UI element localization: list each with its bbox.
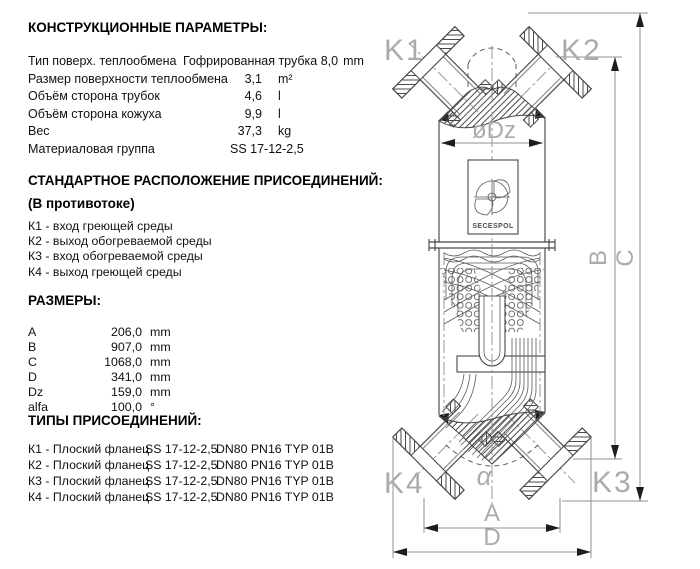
dimension-label: B — [28, 340, 37, 354]
section-dimensions — [28, 293, 171, 415]
param-label: Размер поверхности теплообмена — [28, 71, 228, 86]
dimension-label: Dz — [28, 385, 44, 399]
dimension-unit: ° — [150, 400, 155, 414]
connection-port: К3 - Плоский фланец — [28, 474, 150, 488]
connection-port: К1 - Плоский фланец — [28, 442, 150, 456]
param-row — [28, 141, 364, 159]
dimension-value: 907,0 — [110, 340, 142, 354]
c-label: C — [612, 249, 639, 267]
param-label: Вес — [28, 124, 50, 138]
dimension-row — [28, 370, 171, 385]
connection-material: SS 17-12-2,5 — [145, 458, 218, 472]
dz-label: øDz — [472, 117, 516, 144]
dimension-row — [28, 325, 171, 340]
dimension-value: 159,0 — [110, 385, 142, 399]
connection-size: DN80 PN16 TYP 01B — [216, 490, 334, 504]
connection-size: DN80 PN16 TYP 01B — [216, 458, 334, 472]
connection-size: DN80 PN16 TYP 01B — [216, 442, 334, 456]
param-value: Гофрированная трубка 8,0 — [183, 54, 339, 68]
connection-row — [28, 441, 334, 457]
connection-row — [28, 473, 334, 489]
k3-label: K3 — [592, 466, 633, 499]
param-label: Материаловая группа — [28, 141, 155, 156]
arrangement-item: К1 - вход греющей среды — [28, 219, 173, 233]
d-label: D — [483, 524, 501, 551]
param-row — [28, 106, 364, 124]
param-value: 4,6 — [244, 89, 262, 103]
dimension-row — [28, 385, 171, 400]
arrangement-item: К3 - вход обогреваемой среды — [28, 249, 203, 264]
param-row — [28, 123, 364, 141]
dimension-unit: mm — [150, 355, 171, 369]
dimension-unit: mm — [150, 340, 171, 354]
alpha-label: α — [476, 461, 492, 491]
param-unit: kg — [278, 124, 292, 138]
param-row — [28, 71, 364, 89]
dimension-unit: mm — [150, 370, 171, 384]
dimension-row — [28, 355, 171, 370]
section-subtitle: (В противотоке) — [28, 196, 135, 211]
k4-label: K4 — [384, 467, 425, 500]
section-title: РАЗМЕРЫ: — [28, 293, 101, 308]
dimension-unit: mm — [150, 325, 171, 339]
param-row — [28, 88, 364, 106]
dimension-label: D — [28, 370, 37, 384]
param-unit: l — [278, 89, 281, 103]
k2-label: K2 — [561, 34, 602, 67]
arrangement-item: К2 - выход обогреваемой среды — [28, 234, 212, 249]
section-connection-arrangement — [28, 173, 383, 280]
param-value: 37,3 — [237, 124, 262, 138]
param-value: 9,9 — [244, 106, 262, 121]
param-label: Тип поверх. теплообмена — [28, 54, 177, 68]
dimension-unit: mm — [150, 385, 171, 399]
connection-material: SS 17-12-2,5 — [145, 490, 218, 504]
b-label: B — [585, 249, 612, 267]
secespol-logo — [468, 160, 518, 234]
dimension-value: 341,0 — [110, 370, 142, 384]
connection-size: DN80 PN16 TYP 01B — [216, 474, 334, 488]
connection-material: SS 17-12-2,5 — [145, 474, 218, 488]
dimension-value: 1068,0 — [104, 355, 142, 369]
param-unit: m² — [278, 71, 293, 86]
dimension-value: 206,0 — [110, 325, 142, 339]
connection-port: К4 - Плоский фланец — [28, 490, 150, 504]
connection-material: SS 17-12-2,5 — [145, 442, 218, 456]
connection-row — [28, 457, 334, 473]
param-value: 3,1 — [244, 71, 262, 86]
param-value: SS 17-12-2,5 — [230, 141, 304, 156]
connection-port: К2 - Плоский фланец — [28, 458, 150, 472]
param-unit: mm — [343, 54, 364, 68]
dimension-row — [28, 340, 171, 355]
section-construction-parameters — [28, 20, 364, 158]
k1-label: K1 — [384, 34, 425, 67]
dimension-label: A — [28, 325, 37, 339]
param-label: Объём сторона кожуха — [28, 106, 162, 121]
brand-text: SECESPOL — [472, 223, 514, 230]
connection-row — [28, 489, 334, 505]
section-title: КОНСТРУКЦИОННЫЕ ПАРАМЕТРЫ: — [28, 20, 268, 35]
param-label: Объём сторона трубок — [28, 89, 160, 103]
param-unit: l — [278, 106, 281, 121]
dimension-label: C — [28, 355, 37, 369]
section-connection-types — [28, 413, 334, 505]
section-title: СТАНДАРТНОЕ РАСПОЛОЖЕНИЕ ПРИСОЕДИНЕНИЙ: — [28, 173, 383, 188]
a-label: A — [483, 500, 501, 527]
dimension-value: 100,0 — [110, 400, 142, 414]
param-row — [28, 53, 364, 71]
arrangement-item: К4 - выход греющей среды — [28, 264, 182, 279]
section-title: ТИПЫ ПРИСОЕДИНЕНИЙ: — [28, 413, 202, 428]
param-unit — [304, 141, 320, 159]
dimension-label: alfa — [28, 400, 48, 414]
